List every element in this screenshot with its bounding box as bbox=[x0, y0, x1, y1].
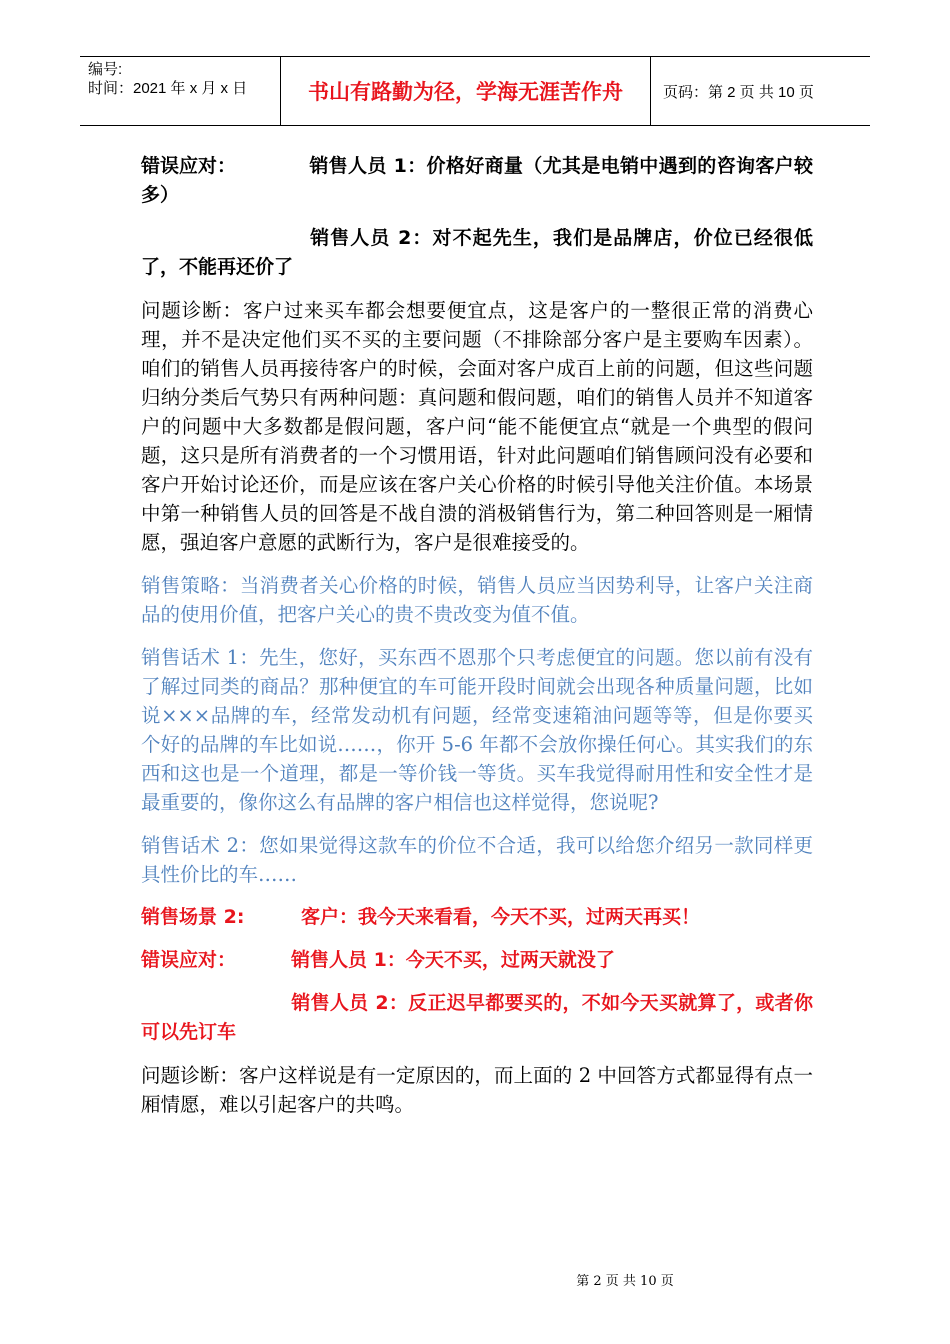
page-header bbox=[80, 56, 870, 126]
wrong-response-label: 错误应对： bbox=[141, 155, 237, 177]
wrong-response-scene2-1 bbox=[141, 946, 813, 975]
wrong-response-1 bbox=[141, 152, 813, 210]
problem-diagnosis-1: 问题诊断：客户过来买车都会想要便宜点，这是客户的一整很正常的消费心理，并不是决定他们买不买的主要问题（不排除部分客户是主要购车因素）。咱们的销售人员再接待客户的时候，会面对客户成百上前的问题，但这些问题归纳分类后气势只有两种问题：真问题和假问题，咱们的销售人员并不知道客户的问题中大多数都是假问题，客户问“能不能便宜点“就是一个典型的假问题，这只是所有消费者的一个习惯用语，针对此问题咱们销售顾问没有必要和客户开始讨论还价，而是应该在客户关心价格的时候引导他关注价值。本场景中第一种销售人员的回答是不战自溃的消极销售行为，第二种回答则是一厢情愿，强迫客户意愿的武断行为，客户是很难接受的。 bbox=[141, 299, 813, 554]
header-meta bbox=[80, 57, 281, 125]
time-label: 时间：2021 年 x 月 x 日 bbox=[88, 80, 248, 97]
wrong-response-2 bbox=[141, 224, 813, 282]
scene-2-label: 销售场景 2: bbox=[141, 906, 245, 928]
wrong-response-scene2-2 bbox=[141, 989, 813, 1047]
scene2-salesperson-2: 销售人员 2：反正迟早都要买的，不如今天买就算了，或者你可以先订车 bbox=[141, 992, 813, 1043]
salesperson-1-reply: 销售人员 1：价格好商量（尤其是电销中遇到的咨询客户较多） bbox=[141, 155, 813, 206]
number-label: 编号: bbox=[88, 61, 123, 78]
sales-script-2: 销售话术 2：您如果觉得这款车的价位不合适，我可以给您介绍另一款同样更具性价比的车…… bbox=[141, 834, 813, 886]
sales-script-1: 销售话术 1：先生，您好，买东西不恩那个只考虑便宜的问题。您以前有没有了解过同类的商品？那种便宜的车可能开段时间就会出现各种质量问题，比如说×××品牌的车，经常发动机有问题，经常变速箱油问题等等，但是你要买个好的品牌的车比如说……，你开 5-6 年都不会放你操任何心。其实我们的东西和这也是一个道理，都是一等价钱一等货。买车我觉得耐用性和安全性才是最重要的，像你这么有品牌的客户相信也这样觉得，您说呢? bbox=[141, 646, 813, 814]
salesperson-2-reply: 销售人员 2：对不起先生，我们是品牌店，价位已经很低了，不能再还价了 bbox=[141, 227, 813, 278]
sales-strategy: 销售策略：当消费者关心价格的时候，销售人员应当因势利导，让客户关注商品的使用价值，把客户关心的贵不贵改变为值不值。 bbox=[141, 574, 813, 626]
header-page-code: 页码：第 2 页 共 10 页 bbox=[663, 83, 814, 101]
scene2-salesperson-1: 销售人员 1：今天不买，过两天就没了 bbox=[291, 949, 615, 971]
page-footer: 第 2 页 共 10 页 bbox=[576, 1274, 674, 1289]
problem-diagnosis-2: 问题诊断：客户这样说是有一定原因的，而上面的 2 中回答方式都显得有点一厢情愿，难以引起客户的共鸣。 bbox=[141, 1064, 813, 1116]
wrong-response-label-2: 错误应对： bbox=[141, 949, 237, 971]
sales-scene-2 bbox=[141, 903, 813, 932]
scene-2-customer: 客户：我今天来看看，今天不买，过两天再买！ bbox=[301, 906, 701, 928]
header-motto: 书山有路勤为径，学海无涯苦作舟 bbox=[281, 57, 651, 125]
document-body bbox=[141, 152, 813, 1133]
